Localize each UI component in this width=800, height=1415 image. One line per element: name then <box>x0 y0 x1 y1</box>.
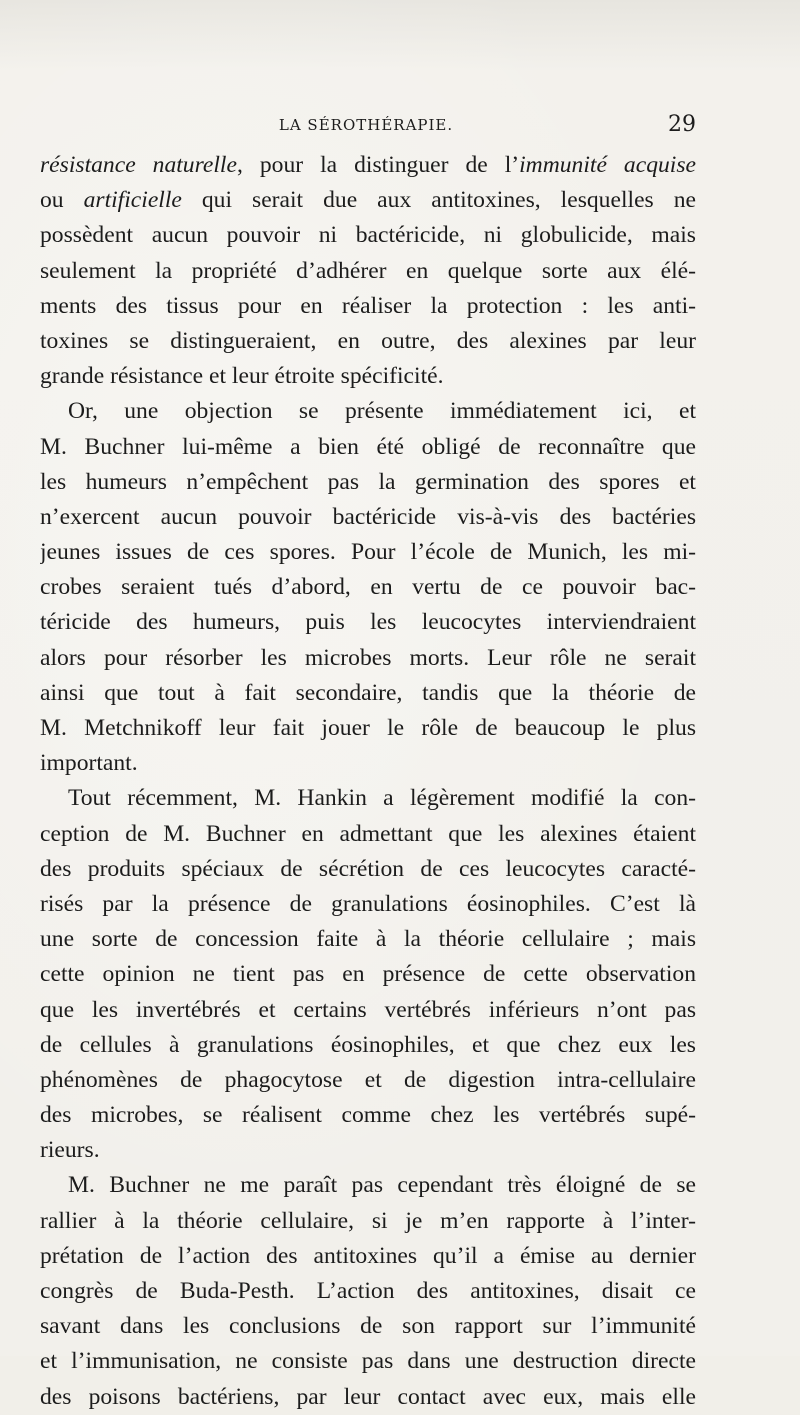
text-fragment: les humeurs n’empêchent pas la germination des spores et <box>40 468 696 495</box>
text-line <box>40 852 696 887</box>
text-fragment: grande résistance et leur étroite spécificité. <box>40 363 444 390</box>
text-line <box>40 1204 696 1239</box>
text-line <box>40 148 696 183</box>
text-line <box>40 781 696 816</box>
text-fragment: une sorte de concession faite à la théorie cellulaire ; mais <box>40 926 696 953</box>
text-line <box>40 641 696 676</box>
text-fragment: seulement la propriété d’adhérer en quelque sorte aux élé- <box>40 257 696 284</box>
text-line <box>40 535 696 570</box>
text-fragment: risés par la présence de granulations éosinophiles. C’est là <box>40 890 696 917</box>
text-line <box>40 817 696 852</box>
text-fragment: savant dans les conclusions de son rapport sur l’immunité <box>40 1313 696 1340</box>
body-text <box>40 148 696 1415</box>
text-line <box>40 887 696 922</box>
text-fragment: téricide des humeurs, puis les leucocytes interviendraient <box>40 609 696 636</box>
text-fragment: important. <box>40 750 138 777</box>
text-fragment: des produits spéciaux de sécrétion de ces leucocytes caracté- <box>40 855 696 882</box>
text-line <box>40 605 696 640</box>
text-fragment: crobes seraient tués d’abord, en vertu de ce pouvoir bac- <box>40 574 696 601</box>
text-line <box>40 1274 696 1309</box>
text-fragment: , pour la distinguer de l’ <box>236 152 520 178</box>
text-line <box>40 711 696 746</box>
text-fragment: rieurs. <box>40 1137 100 1164</box>
text-line <box>40 500 696 535</box>
text-fragment: que les invertébrés et certains vertébrés inférieurs n’ont pas <box>40 996 696 1023</box>
text-line <box>40 1133 696 1168</box>
text-fragment: ments des tissus pour en réaliser la protection : les anti- <box>40 292 696 319</box>
text-line <box>40 1063 696 1098</box>
text-line <box>40 465 696 500</box>
italic-text: artificielle <box>83 187 182 214</box>
text-line <box>40 570 696 605</box>
text-line <box>40 1098 696 1133</box>
text-fragment: phénomènes de phagocytose et de digestion intra-cellulaire <box>40 1066 696 1093</box>
text-line <box>40 993 696 1028</box>
text-line <box>40 922 696 957</box>
text-fragment: jeunes issues de ces spores. Pour l’école de Munich, les mi- <box>40 539 696 566</box>
text-fragment: rallier à la théorie cellulaire, si je m’en rapporte à l’inter- <box>40 1207 696 1234</box>
text-fragment: possèdent aucun pouvoir ni bactéricide, ni globulicide, mais <box>40 222 696 249</box>
text-line <box>40 324 696 359</box>
text-fragment: cette opinion ne tient pas en présence de cette observation <box>40 961 696 988</box>
text-line <box>40 1309 696 1344</box>
italic-text: résistance naturelle <box>40 152 237 178</box>
text-fragment: des poisons bactériens, par leur contact avec eux, mais elle <box>40 1383 696 1410</box>
running-title: LA SÉROTHÉRAPIE. <box>278 116 454 134</box>
text-fragment: toxines se distingueraient, en outre, des alexines par leur <box>40 327 696 354</box>
text-fragment: M. Buchner lui-même a bien été obligé de reconnaître que <box>40 433 696 460</box>
text-fragment: congrès de Buda-Pesth. L’action des antitoxines, disait ce <box>40 1278 696 1304</box>
text-fragment: des microbes, se réalisent comme chez les vertébrés supé- <box>40 1102 696 1129</box>
text-fragment: Tout récemment, M. Hankin a légèrement modifié la con- <box>68 785 696 812</box>
text-fragment: prétation de l’action des antitoxines qu’il a émise au dernier <box>40 1242 696 1269</box>
text-fragment: ception de M. Buchner en admettant que les alexines étaient <box>40 820 696 847</box>
italic-text: immunité acquise <box>519 152 696 178</box>
text-line <box>40 1344 696 1379</box>
page-header <box>36 112 696 142</box>
text-line <box>40 218 696 253</box>
text-fragment: M. Metchnikoff leur fait jouer le rôle de beaucoup le plus <box>40 715 696 741</box>
text-fragment: n’exercent aucun pouvoir bactéricide vis-à-vis des bactéries <box>40 503 696 530</box>
text-line <box>40 1380 696 1415</box>
text-line <box>40 1168 696 1203</box>
text-fragment: Or, une objection se présente immédiatement ici, et <box>68 398 696 425</box>
text-fragment: ou <box>40 187 84 214</box>
text-line <box>40 1028 696 1063</box>
text-fragment: alors pour résorber les microbes morts. Leur rôle ne serait <box>40 644 696 671</box>
text-line <box>40 430 696 465</box>
text-line <box>40 676 696 711</box>
text-line <box>40 359 696 394</box>
text-line <box>40 746 696 781</box>
text-fragment: et l’immunisation, ne consiste pas dans une destruction directe <box>40 1348 696 1375</box>
text-line <box>40 289 696 324</box>
text-fragment: de cellules à granulations éosinophiles, et que chez eux les <box>40 1031 696 1058</box>
text-line <box>40 394 696 429</box>
text-fragment: M. Buchner ne me paraît pas cependant très éloigné de se <box>68 1172 696 1199</box>
text-line <box>40 957 696 992</box>
text-fragment: qui serait due aux antitoxines, lesquelles ne <box>181 187 696 214</box>
page-number: 29 <box>668 112 696 137</box>
text-fragment: ainsi que tout à fait secondaire, tandis que la théorie de <box>40 679 696 706</box>
text-line <box>40 254 696 289</box>
text-line <box>40 183 696 218</box>
text-line <box>40 1239 696 1274</box>
